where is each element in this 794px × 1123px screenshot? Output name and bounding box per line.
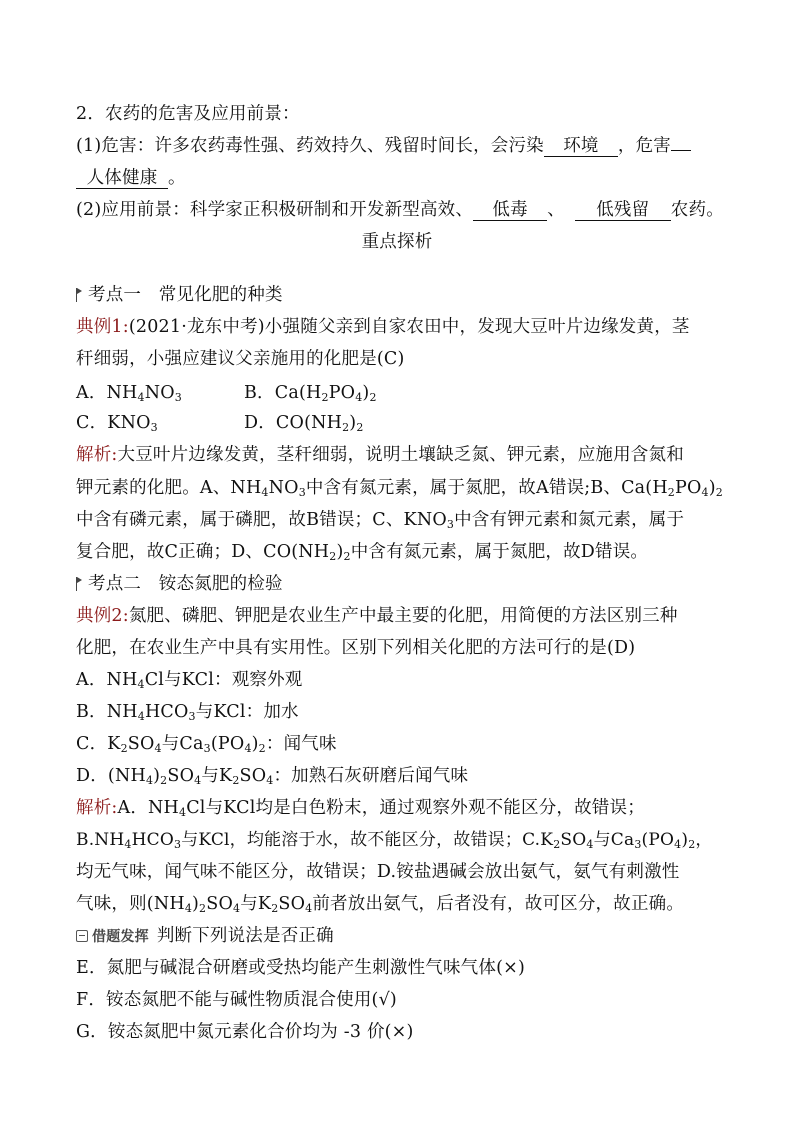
- example1-line2: 秆细弱，小强应建议父亲施用的化肥是(C): [76, 349, 405, 369]
- analysis2-line3: 均无气味，闻气味不能区分，故错误；D.铵盐遇碱会放出氨气，氨气有刺激性: [76, 862, 680, 882]
- prospect-text: (2)应用前景：科学家正积极研制和开发新型高效、: [76, 200, 474, 220]
- point2-title: [76, 572, 283, 596]
- extension-icon: [76, 930, 88, 942]
- analysis1-label: 解析:: [76, 445, 118, 465]
- point1-title: [76, 283, 283, 307]
- example1-question: (2021·龙东中考)小强随父亲到自家农田中，发现大豆叶片边缘发黄，茎: [128, 317, 690, 337]
- prospect-sep: 、: [547, 200, 565, 220]
- prospect-line: [76, 198, 724, 222]
- flag-icon: [76, 288, 82, 302]
- example2-line2: 化肥，在农业生产中具有实用性。区别下列相关化肥的方法可行的是(D): [76, 638, 636, 658]
- section2-title: 2．农药的危害及应用前景：: [76, 104, 300, 124]
- point2-title-text: 考点二 铵态氮肥的检验: [88, 574, 283, 594]
- section-heading: 重点探析: [361, 232, 433, 252]
- analysis2-line2: $B.NH_4HCO_3$与KCl，均能溶于水，故不能区分，故错误；$C.K_2SO_4$与$Ca_3(PO_4)_2$，: [76, 830, 713, 851]
- example1-option-a: A．$NH_4NO_3$: [76, 383, 182, 404]
- point1-title-text: 考点一 常见化肥的种类: [88, 285, 283, 305]
- statement-f: F．铵态氮肥不能与碱性物质混合使用(√): [76, 990, 397, 1010]
- extension-title: [76, 924, 334, 949]
- harm-end-text: 。: [168, 168, 186, 188]
- analysis1-line3: 中含有磷元素，属于磷肥，故B错误；C、$KNO_3$中含有钾元素和氮元素，属于: [76, 510, 685, 531]
- analysis1-line1: 解析:大豆叶片边缘发黄，茎秆细弱，说明土壤缺乏氮、钾元素，应施用含氮和: [76, 445, 684, 465]
- example2-line1: 典例2:氮肥、磷肥、钾肥是农业生产中最主要的化肥，用简便的方法区别三种: [76, 606, 678, 626]
- harm-mid-text: ，危害: [617, 136, 671, 156]
- extension-tag: 借题发挥: [92, 929, 149, 945]
- example2-option-b: B．$NH_4HCO_3$与KCl：加水: [76, 702, 299, 723]
- harm-line: [76, 134, 691, 158]
- example2-option-a: A．$NH_4Cl$与KCl：观察外观: [76, 670, 303, 691]
- blank-human-health: 人体健康: [76, 168, 168, 189]
- extension-title-text: 判断下列说法是否正确: [156, 926, 334, 946]
- example1-option-b: B．$Ca(H_2PO_4)_2$: [244, 383, 377, 404]
- example2-option-d: D．$(NH_4)_2SO_4$与$K_2SO_4$：加熟石灰研磨后闻气味: [76, 766, 469, 787]
- harm-text: (1)危害：许多农药毒性强、药效持久、残留时间长，会污染: [76, 136, 544, 156]
- example1-option-d: D．$CO(NH_2)_2$: [244, 413, 364, 434]
- blank-environment: 环境: [544, 136, 618, 157]
- example1-line1: [76, 315, 690, 339]
- prospect-end-text: 农药。: [670, 200, 724, 220]
- analysis1-line2: 钾元素的化肥。A、$NH_4NO_3$中含有氮元素，属于氮肥，故A错误;B、$Ca(H_2PO_4)_2$: [76, 478, 723, 499]
- statement-g: G．铵态氮肥中氮元素化合价均为 -3 价(×): [76, 1022, 414, 1042]
- analysis2-label: 解析:: [76, 798, 118, 818]
- blank-underline-tail: [671, 150, 691, 151]
- blank-low-residue: 低残留: [575, 200, 671, 221]
- example1-option-c: C．$KNO_3$: [76, 413, 158, 434]
- analysis2-line4: 气味，则$(NH_4)_2SO_4$与$K_2SO_4$前者放出氨气，后者没有，故可区分，故正确。: [76, 894, 685, 915]
- example1-label: 典例1:: [76, 317, 129, 337]
- harm-line-2: [76, 166, 186, 190]
- flag-icon: [76, 577, 82, 591]
- statement-e: E．氮肥与碱混合研磨或受热均能产生刺激性气味气体(×): [76, 958, 525, 978]
- example2-label: 典例2:: [76, 606, 129, 626]
- example2-option-c: C．$K_2SO_4$与$Ca_3(PO_4)_2$：闻气味: [76, 734, 337, 755]
- blank-low-toxicity: 低毒: [473, 200, 547, 221]
- analysis2-line1: 解析:A．$NH_4Cl$与KCl均是白色粉末，通过观察外观不能区分，故错误；: [76, 798, 645, 819]
- analysis1-line4: 复合肥，故C正确；D、$CO(NH_2)_2$中含有氮元素，属于氮肥，故D错误。: [76, 542, 649, 563]
